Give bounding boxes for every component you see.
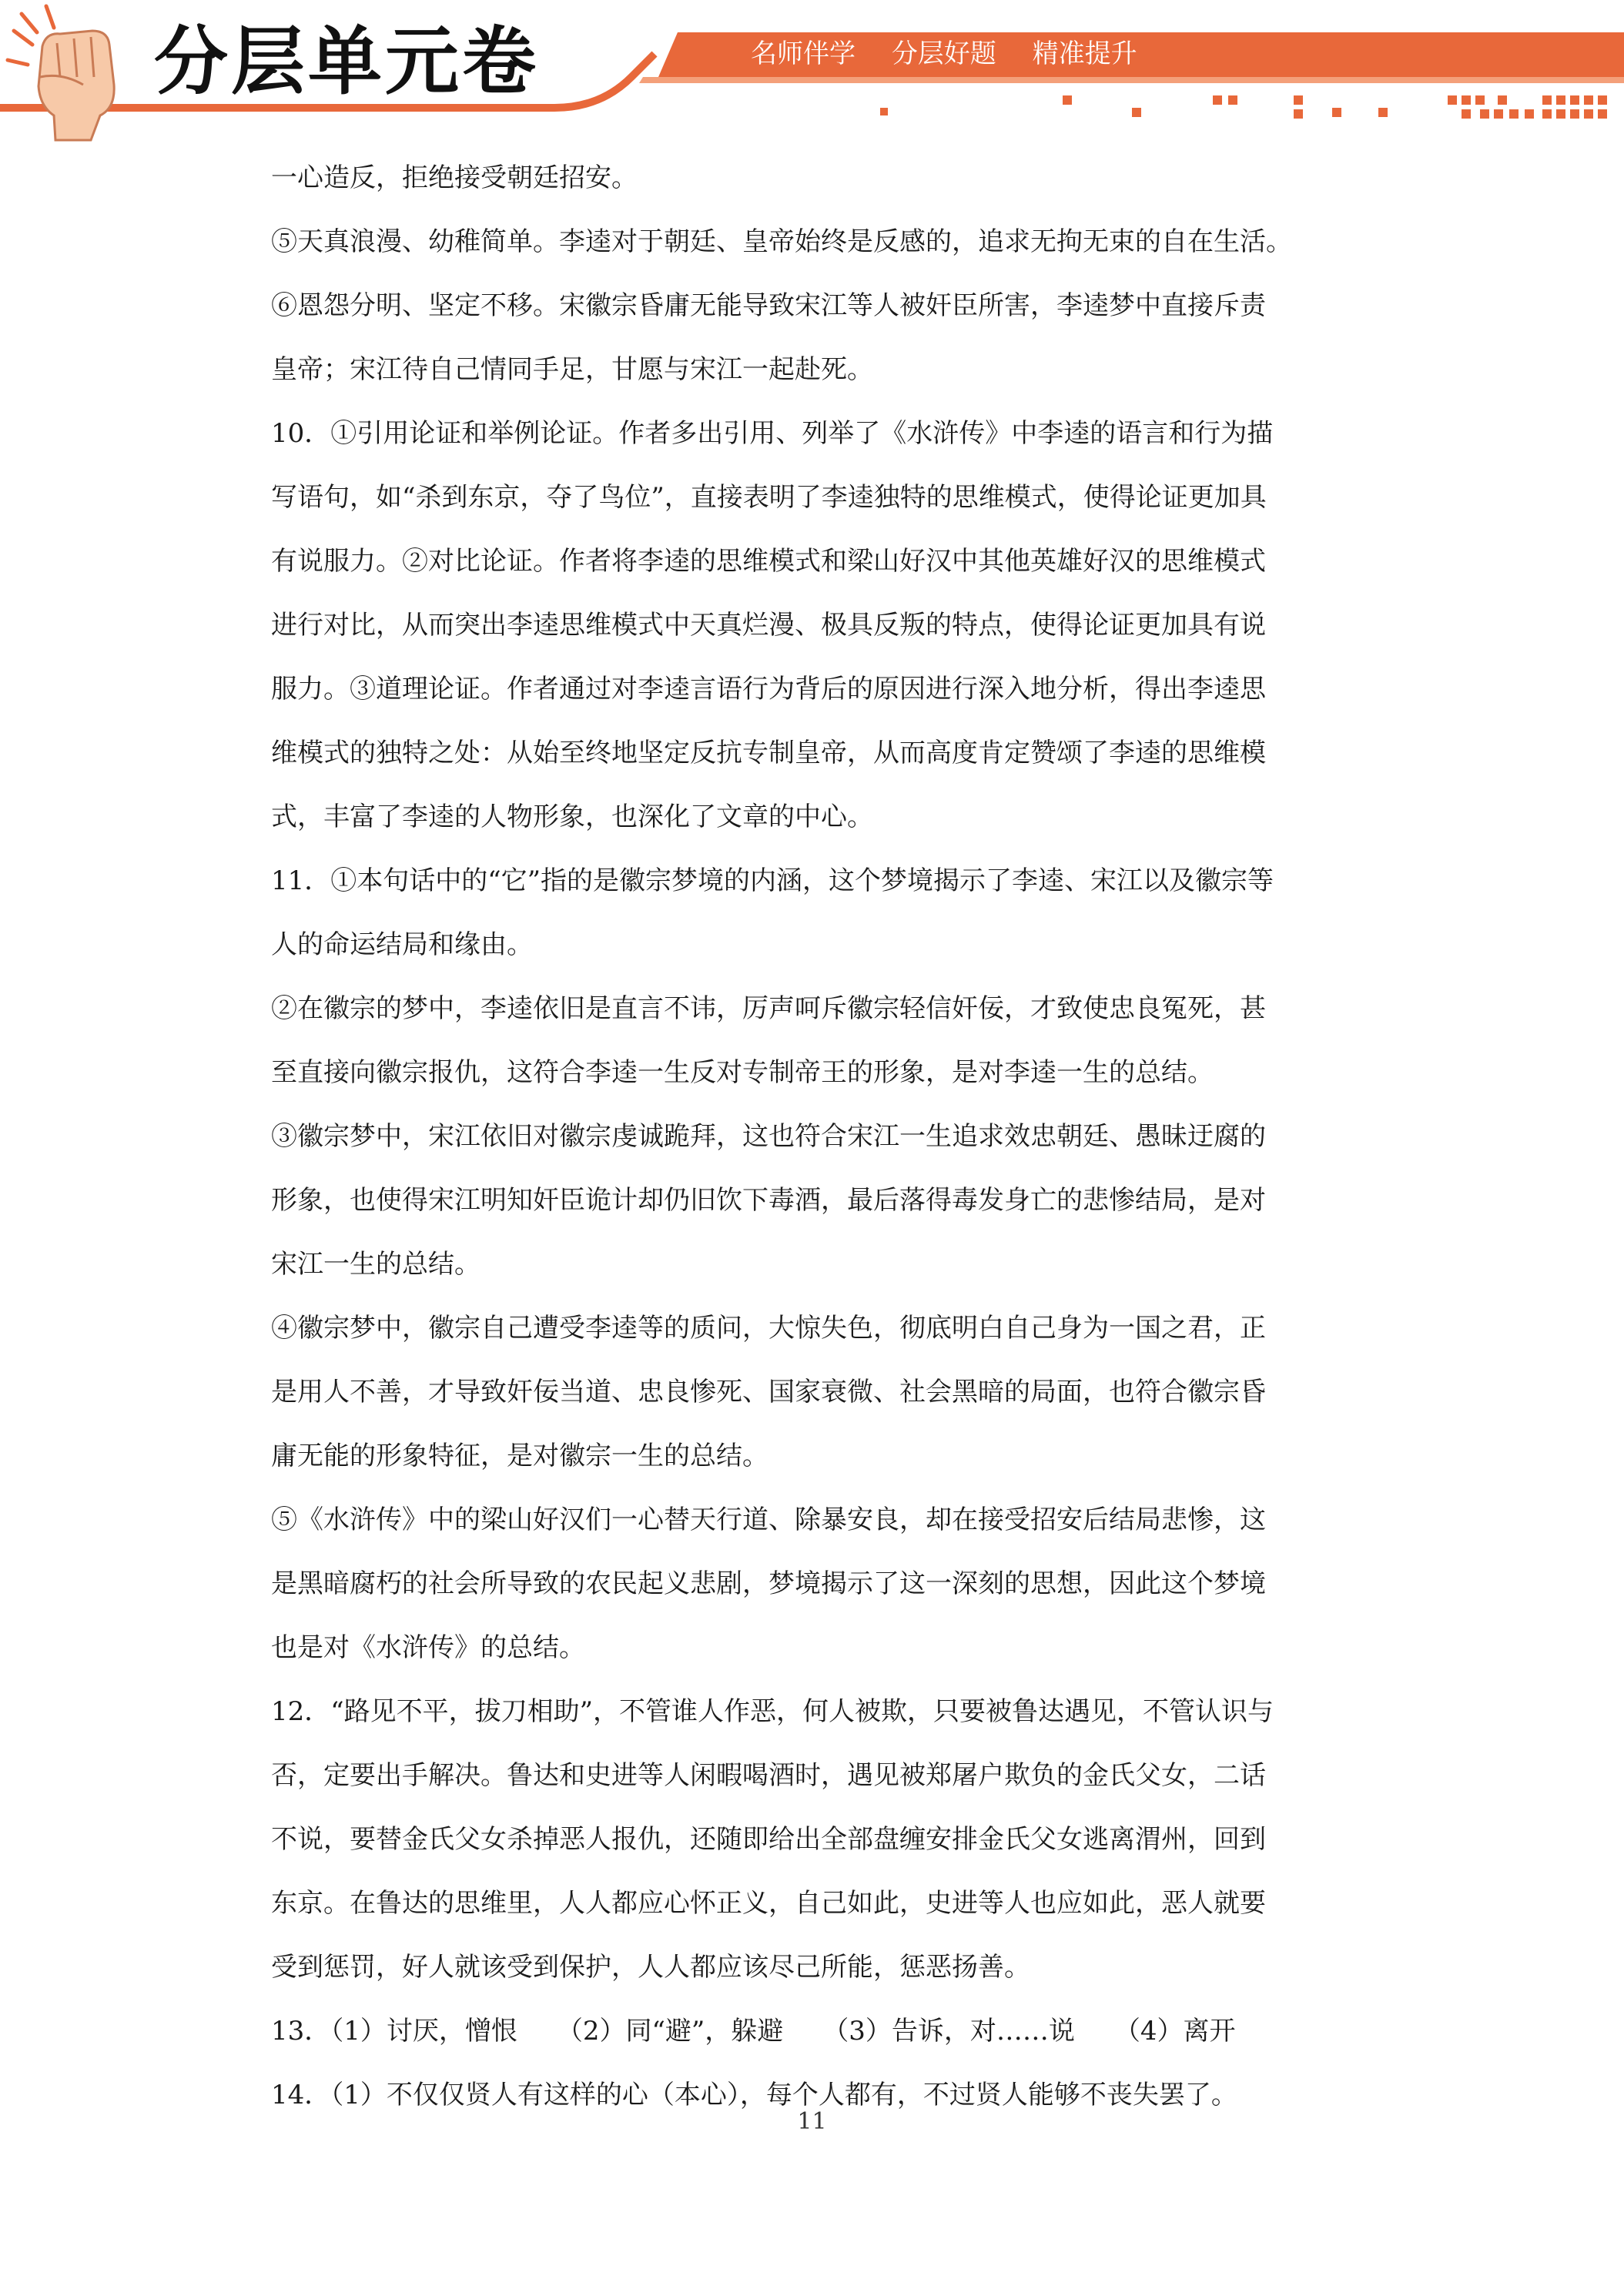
text-line: 写语句，如“杀到东京，夺了鸟位”，直接表明了李逵独特的思维模式，使得论证更加具 xyxy=(271,482,1267,513)
text-line: 式，丰富了李逵的人物形象，也深化了文章的中心。 xyxy=(271,802,873,832)
text-line: ⑤《水浒传》中的梁山好汉们一心替天行道、除暴安良，却在接受招安后结局悲惨，这 xyxy=(271,1504,1266,1535)
text-line: 至直接向徽宗报仇，这符合李逵一生反对专制帝王的形象，是对李逵一生的总结。 xyxy=(271,1057,1214,1088)
text-line: ②在徽宗的梦中，李逵依旧是直言不讳，厉声呵斥徽宗轻信奸佞，才致使忠良冤死，甚 xyxy=(271,993,1266,1024)
text-line: 否，定要出手解决。鲁达和史进等人闲暇喝酒时，遇见被郑屠户欺负的金氏父女，二话 xyxy=(271,1760,1266,1791)
answer-content xyxy=(271,146,1349,2127)
text-line: 不说，要替金氏父女杀掉恶人报仇，还随即给出全部盘缠安排金氏父女逃离渭州，回到 xyxy=(271,1824,1266,1855)
text-line: 进行对比，从而突出李逵思维模式中天真烂漫、极具反叛的特点，使得论证更加具有说 xyxy=(271,610,1266,641)
text-line: 受到惩罚，好人就该受到保护，人人都应该尽己所能，惩恶扬善。 xyxy=(271,1952,1030,1983)
text-line: 是黑暗腐朽的社会所导致的农民起义悲剧，梦境揭示了这一深刻的思想，因此这个梦境 xyxy=(271,1568,1266,1599)
text-line: 服力。③道理论证。作者通过对李逵言语行为背后的原因进行深入地分析，得出李逵思 xyxy=(271,674,1266,705)
fist-icon xyxy=(8,6,114,140)
text-line: 人的命运结局和缘由。 xyxy=(271,929,533,960)
text-line: 形象，也使得宋江明知奸臣诡计却仍旧饮下毒酒，最后落得毒发身亡的悲惨结局，是对 xyxy=(271,1185,1266,1216)
text-line: 13．（1）讨厌，憎恨 （2）同“避”，躲避 （3）告诉，对……说 （4）离开 xyxy=(271,2016,1236,2047)
text-line: ③徽宗梦中，宋江依旧对徽宗虔诚跪拜，这也符合宋江一生追求效忠朝廷、愚昧迂腐的 xyxy=(271,1121,1266,1152)
slogan-item: 分层好题 xyxy=(891,38,996,69)
header-title: 分层单元卷 xyxy=(154,18,539,105)
text-line: 有说服力。②对比论证。作者将李逵的思维模式和梁山好汉中其他英雄好汉的思维模式 xyxy=(271,546,1266,577)
page-number: 11 xyxy=(797,2108,827,2135)
text-line: 一心造反，拒绝接受朝廷招安。 xyxy=(271,162,638,193)
text-line: ⑤天真浪漫、幼稚简单。李逵对于朝廷、皇帝始终是反感的，追求无拘无束的自在生活。 xyxy=(271,226,1292,257)
text-line: ⑥恩怨分明、坚定不移。宋徽宗昏庸无能导致宋江等人被奸臣所害，李逵梦中直接斥责 xyxy=(271,290,1266,321)
text-line: 10．①引用论证和举例论证。作者多出引用、列举了《水浒传》中李逵的语言和行为描 xyxy=(271,418,1274,449)
text-line: 庸无能的形象特征，是对徽宗一生的总结。 xyxy=(271,1441,768,1471)
page-header xyxy=(0,0,1624,154)
text-line: 宋江一生的总结。 xyxy=(271,1249,481,1280)
text-line: 12．“路见不平，拔刀相助”，不管谁人作恶，何人被欺，只要被鲁达遇见，不管认识与 xyxy=(271,1696,1274,1727)
text-line: 14．（1）不仅仅贤人有这样的心（本心），每个人都有，不过贤人能够不丧失罢了。 xyxy=(271,2080,1237,2110)
text-line: 也是对《水浒传》的总结。 xyxy=(271,1632,585,1663)
text-line: 维模式的独特之处：从始至终地坚定反抗专制皇帝，从而高度肯定赞颂了李逵的思维模 xyxy=(271,738,1266,768)
header-slogan xyxy=(751,35,1165,72)
text-line: ④徽宗梦中，徽宗自己遭受李逵等的质问，大惊失色，彻底明白自己身为一国之君，正 xyxy=(271,1313,1266,1344)
text-line: 是用人不善，才导致奸佞当道、忠良惨死、国家衰微、社会黑暗的局面，也符合徽宗昏 xyxy=(271,1377,1266,1407)
text-line: 东京。在鲁达的思维里，人人都应心怀正义，自己如此，史进等人也应如此，恶人就要 xyxy=(271,1888,1266,1919)
text-line: 11．①本句话中的“它”指的是徽宗梦境的内涵，这个梦境揭示了李逵、宋江以及徽宗等 xyxy=(271,865,1274,896)
text-line: 皇帝；宋江待自己情同手足，甘愿与宋江一起赴死。 xyxy=(271,354,873,385)
slogan-item: 名师伴学 xyxy=(751,38,856,69)
slogan-item: 精准提升 xyxy=(1032,38,1137,69)
